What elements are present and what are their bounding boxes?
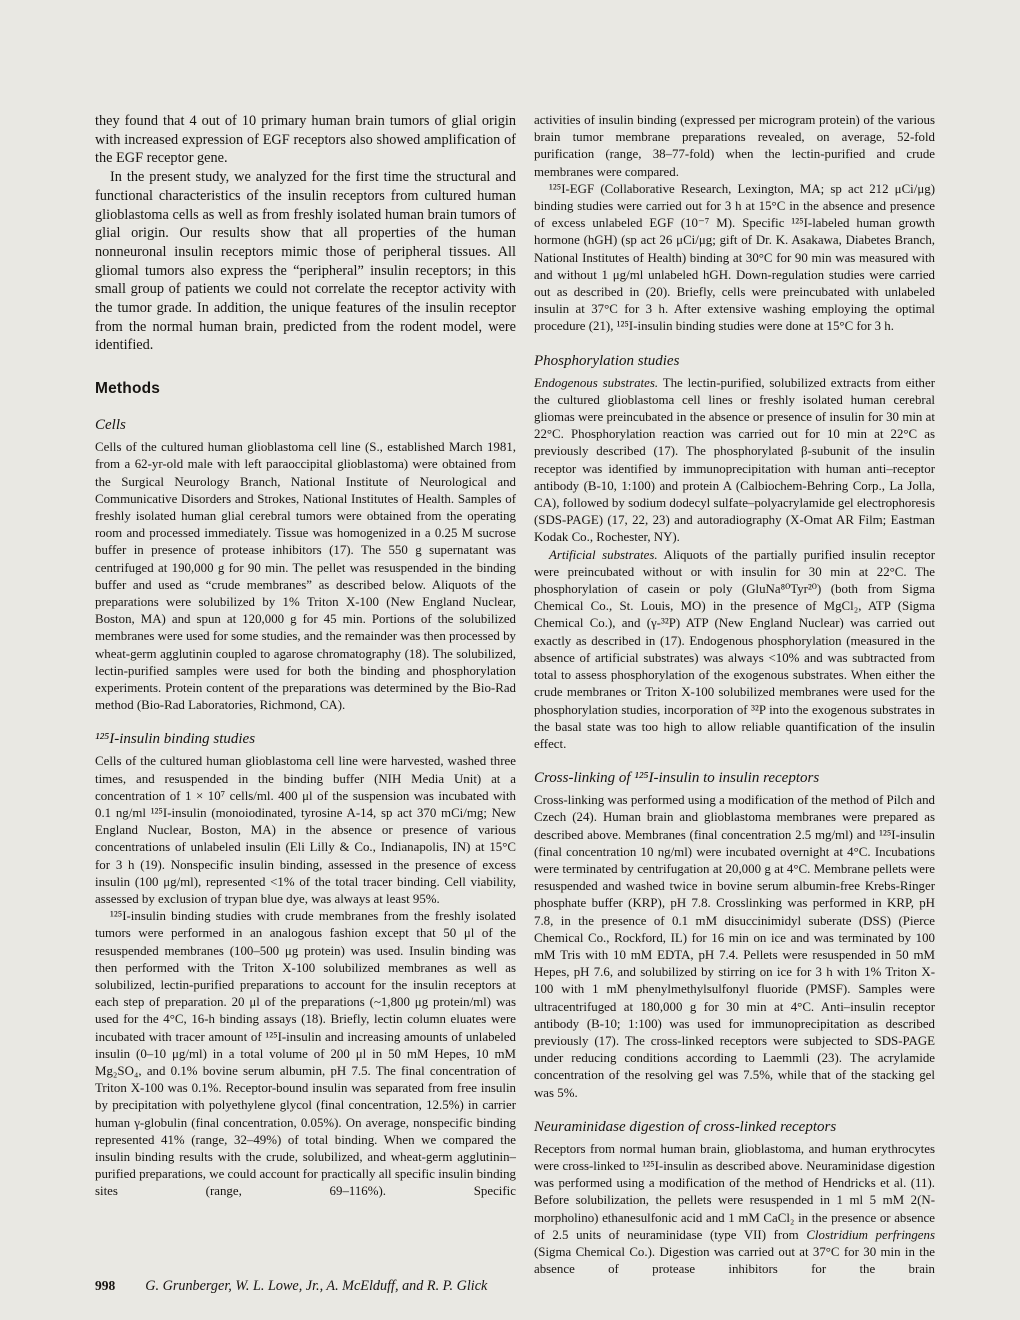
artificial-substrates-paragraph xyxy=(534,547,935,753)
page-footer xyxy=(95,1278,935,1295)
binding-paragraph-2: ¹²⁵I-insulin binding studies with crude membranes from the freshly isolated tumors were performed in an analogous fashion except that 50 μl of the resuspended membranes (100–500 μg protein) was used. Insulin binding was then performed with the Triton X-100 solubilized membranes as well as solubilized, lectin-purified preparations to account for the insulin receptors at each step of preparation. 20 μl of the preparations (~1,800 μg protein/ml) was used for the 4°C, 16-h binding assays (18). Briefly, lectin column eluates were incubated with tracer amount of ¹²⁵I-insulin and increasing amounts of unlabeled insulin (0–10 μg/ml) in a total volume of 200 μl in 50 mM Hepes, 10 mM Mg₂SO₄, and 0.1% bovine serum albumin, pH 7.5. The final concentration of Triton X-100 was 0.1%. Receptor-bound insulin was separated from free insulin by precipitation with polyethylene glycol (final concentration, 12.5%) in carrier human γ-globulin (final concentration, 0.05%). On average, nonspecific binding represented 41% (range, 32–49%) of total binding. When we compared the insulin binding results with the crude, solubilized, and wheat-germ agglutinin–purified preparations, we could account for practically all specific insulin binding sites (range, 69–116%). Specific xyxy=(95,909,516,1199)
binding-paragraph-continued: activities of insulin binding (expressed per microgram protein) of the various brain tumor membrane preparations revealed, on average, 52-fold purification (range, 38–77-fold) when the lectin-purified and crude membranes were compared. xyxy=(534,113,935,179)
paragraph-lead-in: Artificial substrates. xyxy=(549,547,658,562)
intro-paragraph-present-study: In the present study, we analyzed for the first time the structural and functional characteristics of the insulin receptors from cultured human glioblastoma cells as well as from freshly isolated human brain tumors of glial origin. Our results show that all properties of the human nonneuronal insulin receptors mimic those of peripheral tissues. All gliomal tumors also express the “peripheral” insulin receptors; in this small group of patients we could not correlate the receptor activity with the tumor grade. In addition, the unique features of the insulin receptor from the normal human brain, predicted from the rodent model, were identified. xyxy=(95,169,516,354)
paragraph-lead-in: Endogenous substrates. xyxy=(534,375,659,390)
page-number: 998 xyxy=(95,1278,116,1293)
cells-paragraph: Cells of the cultured human glioblastoma cell line (S., established March 1981, from a 62-yr-old male with left paraoccipital glioblastoma) were obtained from the Surgical Neurology Branch, National Institute of Neurological and Communicative Disorders and Strokes, National Institutes of Health. Samples of freshly isolated human glial cerebral tumors were obtained from the operating room and processed immediately. Tissue was homogenized in a 0.25 M sucrose buffer in presence of protease inhibitors (17). The 550 g supernatant was centrifuged at 190,000 g for 90 min. The pellet was resuspended in the binding buffer and used as “crude membranes” as described below. Aliquots of the preparations were solubilized by 1% Triton X-100 (New England Nuclear, Boston, MA) and spun at 120,000 g for 45 min. Portions of the solubilized membranes were used for some studies, and the remainder was then processed by wheat-germ agglutinin coupled to agarose chromatography (18). The solubilized, lectin-purified samples were used for both the binding and phosphorylation experiments. Protein content of the preparations was determined by the Bio-Rad method (Bio-Rad Laboratories, Richmond, CA). xyxy=(95,440,516,713)
paragraph-text: Aliquots of the partially purified insulin receptor were preincubated without or with insulin for 30 min at 22°C. The phosphorylation of casein or poly (GluNa⁸⁰Tyr²⁰) (both from Sigma Chemical Co., St. Louis, MO) in the presence of MgCl₂, ATP (Sigma Chemical Co.), and (γ-³²P) ATP (New England Nuclear) was carried out exactly as described in (17). Endogenous phosphorylation (measured in the absence of artificial substrates) was always <10% and was subtracted from total to assess phosphorylation of the exogenous substrates. When either the crude membranes or Triton X-100 solubilized membranes were used for the phosphorylation studies, incorporation of ³²P into the exogenous substrates in the basal state was too high to allow reliable quantification of the insulin effect. xyxy=(534,547,935,751)
phosphorylation-subsection-heading: Phosphorylation studies xyxy=(534,352,680,369)
egf-hgh-paragraph: ¹²⁵I-EGF (Collaborative Research, Lexington, MA; sp act 212 μCi/μg) binding studies were carried out for 3 h at 15°C in the absence and presence of excess unlabeled EGF (10⁻⁷ M). Specific ¹²⁵I-labeled human growth hormone (hGH) (sp act 26 μCi/μg; gift of Dr. K. Asakawa, Diabetes Branch, National Institutes of Health) binding at 30°C for 90 min was measured with and without 1 μg/ml unlabeled hGH. Down-regulation studies were carried out as described in (20). Briefly, cells were preincubated with unlabeled insulin at 37°C for 3 h. After extensive washing employing the optimal procedure (21), ¹²⁵I-insulin binding studies were done at 15°C for 3 h. xyxy=(534,181,935,334)
neuraminidase-subsection-heading: Neuraminidase digestion of cross-linked receptors xyxy=(534,1118,837,1135)
right-column xyxy=(534,112,935,1278)
paragraph-text: (Sigma Chemical Co.). Digestion was carried out at 37°C for 30 min in the absence of protease inhibitors for the brain xyxy=(534,1244,935,1277)
page-body xyxy=(95,112,935,1278)
paragraph-text: The lectin-purified, solubilized extracts from either the cultured glioblastoma cell lines or freshly isolated human cerebral gliomas were preincubated in the absence or presence of insulin for 30 min at 22°C. Phosphorylation reaction was carried out for 10 min at 22°C as previously described (17). The phosphorylated β-subunit of the insulin receptor was identified by immunoprecipitation with human anti–receptor antibody (B-10, 1:100) and protein A (Calbiochem-Behring Corp., La Jolla, CA), followed by sodium dodecyl sulfate–polyacrylamide gel electrophoresis (SDS-PAGE) (17, 22, 23) and autoradiography (X-Omat AR Film; Eastman Kodak Co., Rochester, NY). xyxy=(534,375,935,545)
species-name: Clostridium perfringens xyxy=(806,1227,935,1242)
running-authors: G. Grunberger, W. L. Lowe, Jr., A. McElduff, and R. P. Glick xyxy=(145,1278,488,1294)
paragraph-text: Receptors from normal human brain, glioblastoma, and human erythrocytes were cross-linked to ¹²⁵I-insulin as described above. Neuraminidase digestion was performed using a modification of the method of Hendricks et al. (11). Before solubilization, the pellets were resuspended in 1 ml 5 mM 2(N-morpholino) ethanesulfonic acid and 1 mM CaCl₂ in the presence or absence of 2.5 units of neuraminidase (type VII) from xyxy=(534,1141,935,1242)
crosslinking-subsection-heading: Cross-linking of ¹²⁵I-insulin to insulin receptors xyxy=(534,770,820,787)
neuraminidase-paragraph xyxy=(534,1141,935,1279)
crosslinking-paragraph: Cross-linking was performed using a modification of the method of Pilch and Czech (24). Human brain and glioblastoma membranes were prepared as described above. Membranes (final concentration 2.5 mg/ml) and ¹²⁵I-insulin (final concentration 10 ng/ml) were incubated overnight at 4°C. Incubations were terminated by centrifugation at 20,000 g at 4°C. Membrane pellets were resuspended and washed twice in bovine serum albumin-free Krebs-Ringer phosphate buffer (KRP), pH 7.8. Crosslinking was performed in KRP, pH 7.8, in the presence of 0.1 mM disuccinimidyl suberate (DSS) (Pierce Chemical Co., Rockford, IL) for 16 min on ice and was terminated by 100 mM Tris with 10 mM EDTA, pH 7.4. Pellets were resuspended in 50 mM Hepes, pH 7.6, and solubilized by stirring on ice for 3 h with 1% Triton X-100 with 1 mM phenylmethylsulfonyl fluoride (PMSF). Samples were ultracentrifuged at 180,000 g for 30 min at 4°C. Anti–insulin receptor antibody (B-10; 1:100) was used for immunoprecipitation as described previously (17). The cross-linked receptors were subjected to SDS-PAGE under reducing conditions according to Laemmli (23). The acrylamide concentration of the resolving gel was 7.5%, while that of the stacking gel was 5%. xyxy=(534,793,935,1100)
left-column xyxy=(95,112,516,1278)
intro-paragraph-continued: they found that 4 out of 10 primary human brain tumors of glial origin with increased expression of EGF receptors also showed amplification of the EGF receptor gene. xyxy=(95,113,516,167)
methods-section-heading: Methods xyxy=(95,380,161,398)
cells-subsection-heading: Cells xyxy=(95,417,126,434)
endogenous-substrates-paragraph xyxy=(534,375,935,547)
binding-paragraph-1: Cells of the cultured human glioblastoma cell line were harvested, washed three times, and resuspended in the binding buffer (NIH Media Unit) at a concentration of 1 × 10⁷ cells/ml. 400 μl of the suspension was incubated with 0.1 ng/ml ¹²⁵I-insulin (monoiodinated, tyrosine A-14, sp act 370 mCi/mg; New England Nuclear, Boston, MA) in the absence or presence of various concentrations of unlabeled insulin (Eli Lilly & Co., Indianapolis, IN) at 15°C for 3 h (19). Nonspecific insulin binding, assessed in the presence of excess insulin (100 μg/ml), represented <1% of the total tracer binding. Cell viability, assessed by exclusion of trypan blue dye, was always at least 95%. xyxy=(95,754,516,907)
insulin-binding-subsection-heading: ¹²⁵I-insulin binding studies xyxy=(95,731,256,748)
